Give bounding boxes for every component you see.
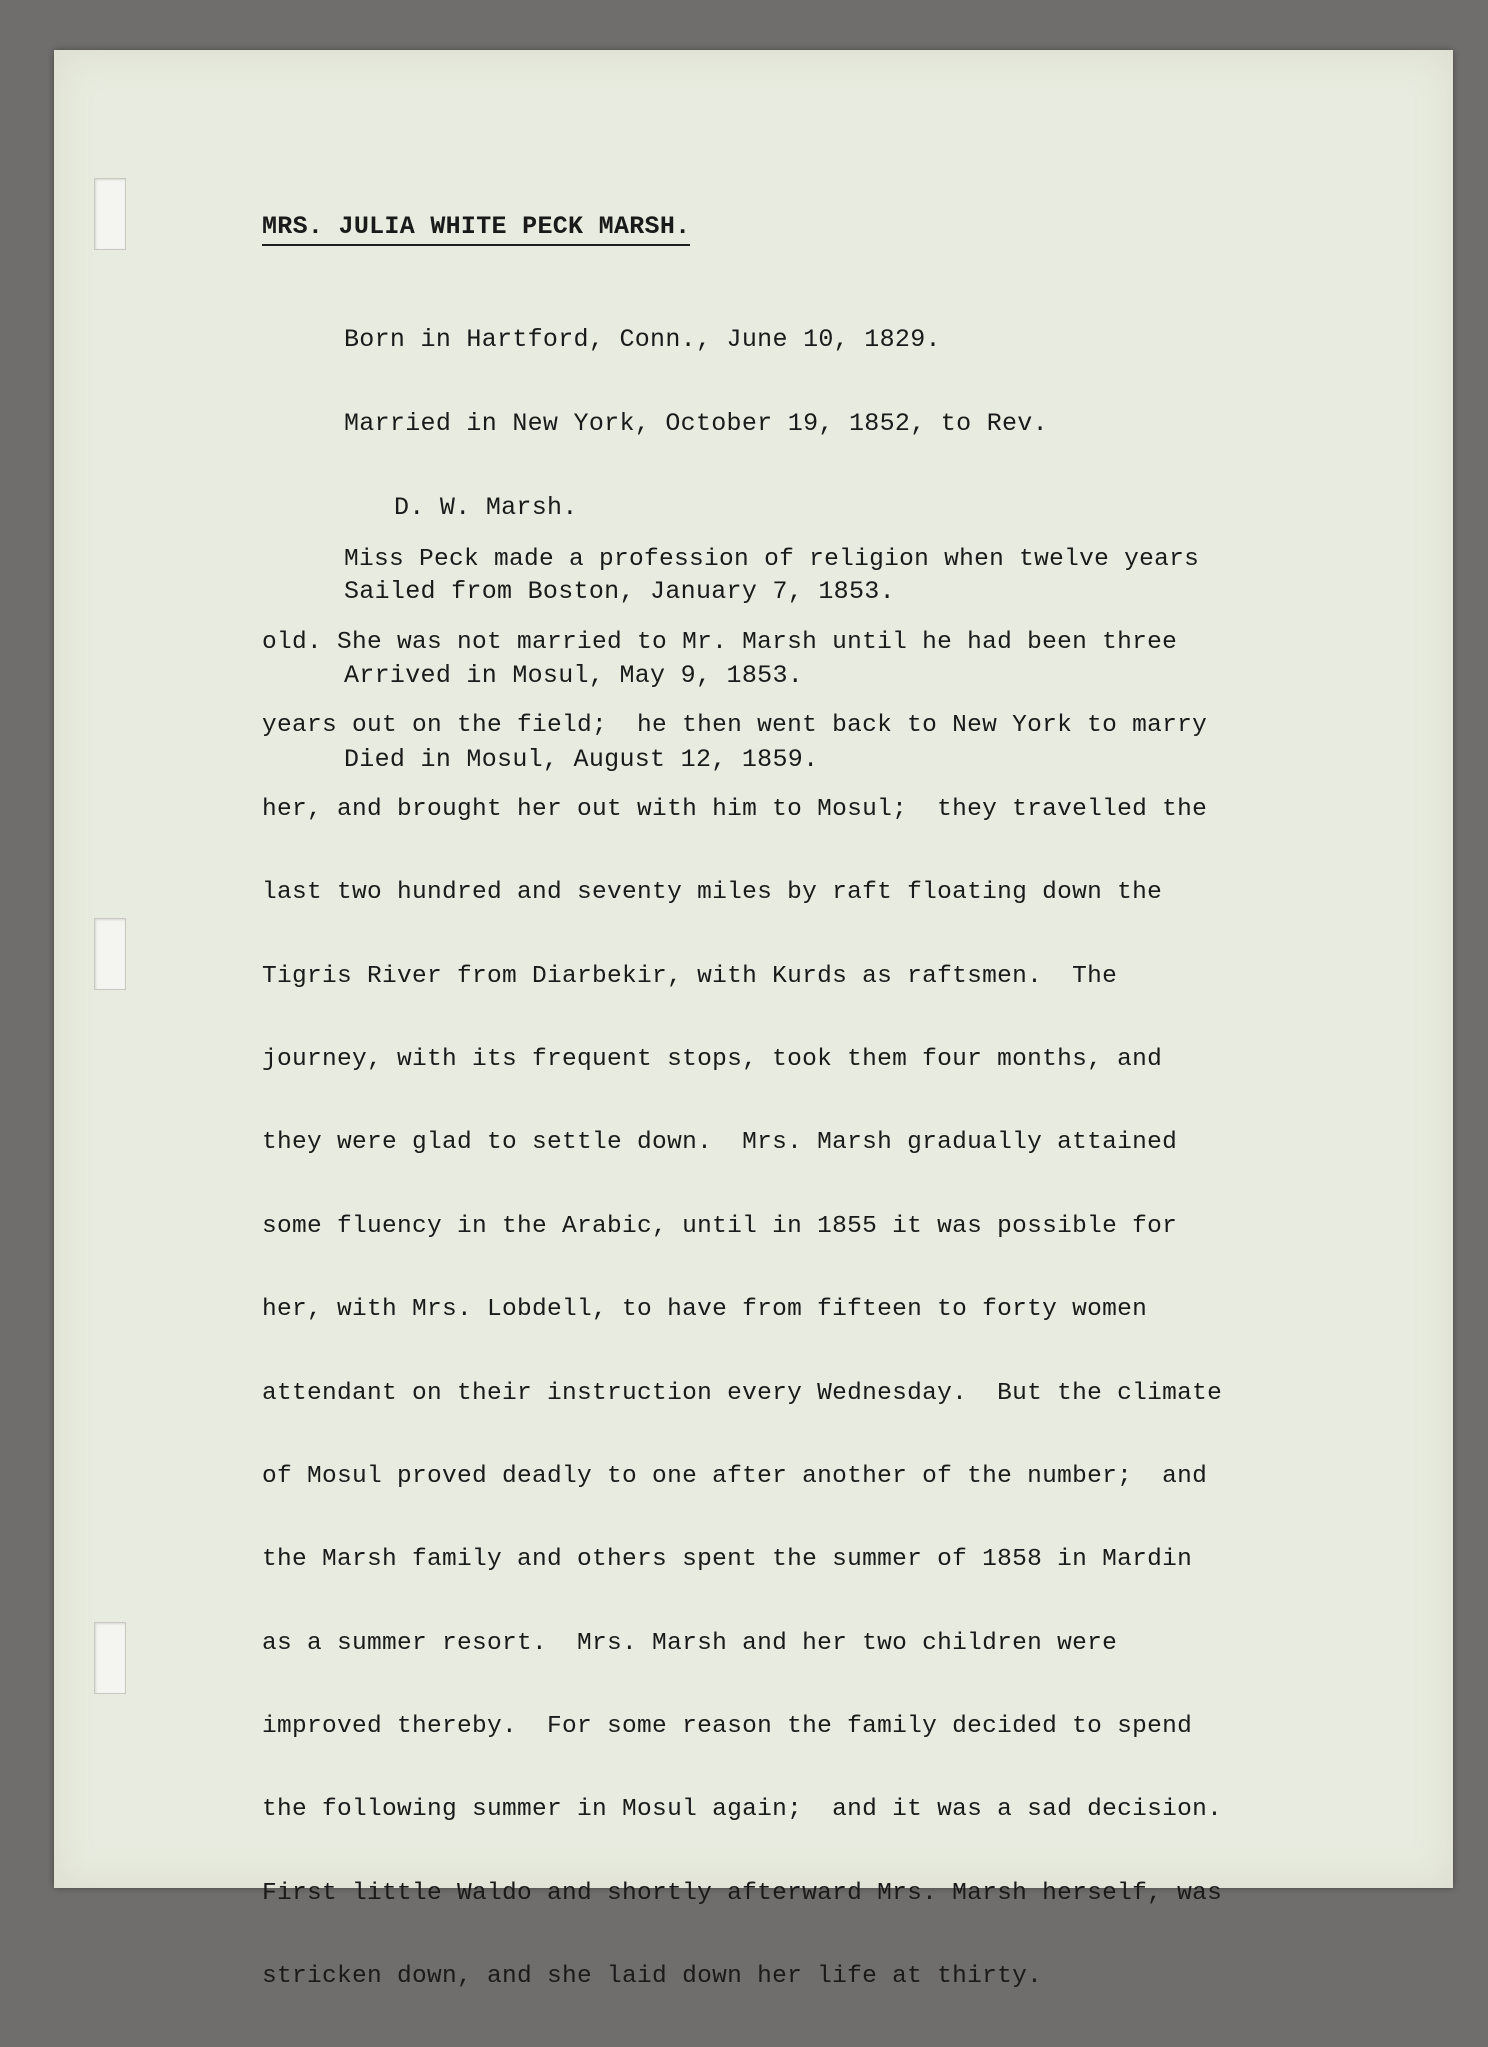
paragraph-line: her, and brought her out with him to Mosul; they travelled the — [262, 795, 1208, 823]
fact-sailed: Sailed from Boston, January 7, 1853. — [344, 577, 895, 606]
paragraph-line: Tigris River from Diarbekir, with Kurds as raftsmen. The — [262, 962, 1118, 990]
fact-married-continued: D. W. Marsh. — [394, 493, 578, 522]
punch-hole-bottom — [94, 1622, 126, 1694]
paragraph-line: attendant on their instruction every Wednesday. But the climate — [262, 1379, 1223, 1407]
paragraph-line: improved thereby. For some reason the family decided to spend — [262, 1713, 1193, 1741]
paragraph-line: journey, with its frequent stops, took them four months, and — [262, 1045, 1163, 1073]
fact-born: Born in Hartford, Conn., June 10, 1829. — [344, 325, 941, 354]
fact-died: Died in Mosul, August 12, 1859. — [344, 745, 819, 774]
biography-paragraph — [262, 490, 1222, 2047]
fact-arrived: Arrived in Mosul, May 9, 1853. — [344, 661, 804, 690]
paragraph-line: they were glad to settle down. Mrs. Marsh gradually attained — [262, 1129, 1178, 1157]
paragraph-line: her, with Mrs. Lobdell, to have from fifteen to forty women — [262, 1296, 1148, 1324]
paragraph-line: of Mosul proved deadly to one after another of the number; and — [262, 1462, 1208, 1490]
punch-hole-middle — [94, 918, 126, 990]
paragraph-line: First little Waldo and shortly afterward Mrs. Marsh herself, was — [262, 1879, 1223, 1907]
fact-married: Married in New York, October 19, 1852, to Rev. — [344, 409, 1048, 438]
paragraph-line: Miss Peck made a profession of religion when twelve years — [344, 545, 1200, 573]
document-title: MRS. JULIA WHITE PECK MARSH. — [262, 212, 690, 246]
paragraph-line: stricken down, and she laid down her life at thirty. — [262, 1963, 1043, 1991]
document-page — [54, 50, 1453, 1991]
paragraph-line: some fluency in the Arabic, until in 1855 it was possible for — [262, 1212, 1178, 1240]
punch-hole-top — [94, 178, 126, 250]
paragraph-line: old. She was not married to Mr. Marsh until he had been three — [262, 628, 1178, 656]
paragraph-line: years out on the field; he then went back to New York to marry — [262, 712, 1208, 740]
paragraph-line: the following summer in Mosul again; and it was a sad decision. — [262, 1796, 1223, 1824]
paragraph-line: last two hundred and seventy miles by raft floating down the — [262, 879, 1163, 907]
paragraph-line: as a summer resort. Mrs. Marsh and her two children were — [262, 1629, 1118, 1657]
paragraph-line: the Marsh family and others spent the summer of 1858 in Mardin — [262, 1546, 1193, 1574]
